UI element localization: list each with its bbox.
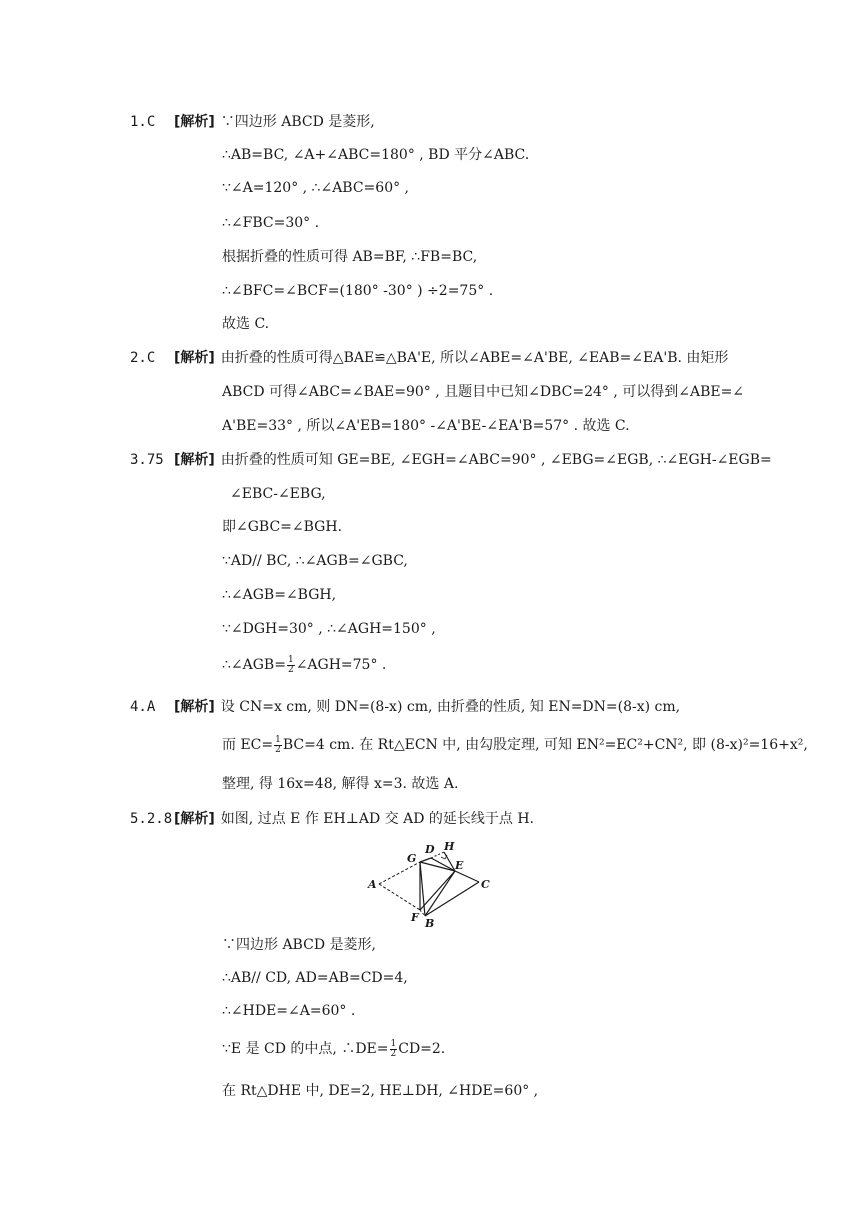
text-line: ∴AB=BC, ∠A+∠ABC=180° , BD 平分∠ABC. xyxy=(222,147,530,163)
text-line: ∵AD// BC, ∴∠AGB=∠GBC, xyxy=(222,553,408,569)
text-line-with-fraction xyxy=(222,655,386,675)
fraction-half xyxy=(390,1040,398,1059)
text-line: 设 CN=x cm, 则 DN=(8-x) cm, 由折叠的性质, 知 EN=DN=(8-x) cm, xyxy=(220,699,681,715)
analysis-tag: [解析] xyxy=(174,350,215,366)
segment-AG xyxy=(379,862,420,884)
analysis-tag: [解析] xyxy=(174,114,215,130)
segment-GE xyxy=(420,862,455,871)
text-line: ∴∠HDE=∠A=60° . xyxy=(222,1003,356,1019)
text-line: A'BE=33° , 所以∠A'EB=180° -∠A'BE-∠EA'B=57° . 故选 C. xyxy=(222,418,630,434)
item-number: 3.75 xyxy=(130,452,164,468)
rhombus-fold-figure xyxy=(365,838,495,930)
segment-CB xyxy=(425,882,479,916)
item-2-header xyxy=(130,348,728,368)
segment-AF xyxy=(379,884,420,910)
fraction-numerator: 1 xyxy=(390,1038,397,1049)
segment-GD xyxy=(420,858,431,862)
text-segment: ∵E 是 CD 的中点, ∴DE= xyxy=(222,1041,389,1057)
label-G: G xyxy=(407,852,417,865)
item-number: 4.A xyxy=(130,699,156,715)
label-H: H xyxy=(444,840,455,853)
text-line: ∴AB// CD, AD=AB=CD=4, xyxy=(222,970,408,986)
text-segment: 而 EC= xyxy=(222,737,274,753)
text-line: ∴∠BFC=∠BCF=(180° -30° ) ÷2=75° . xyxy=(222,283,494,299)
text-line: 根据折叠的性质可得 AB=BF, ∴FB=BC, xyxy=(222,249,478,265)
item-4-header xyxy=(130,697,680,717)
item-1-header xyxy=(130,112,375,132)
text-line: ∴∠FBC=30° . xyxy=(222,215,320,231)
fraction-denominator: 2 xyxy=(287,664,294,675)
text-line: ∵四边形 ABCD 是菱形, xyxy=(220,114,375,130)
label-C: C xyxy=(481,878,490,891)
segment-BE xyxy=(425,871,455,916)
analysis-tag: [解析] xyxy=(174,811,215,827)
label-F: F xyxy=(411,911,419,924)
label-A: A xyxy=(368,878,377,891)
text-segment: CD=2. xyxy=(398,1041,446,1057)
fraction-denominator: 2 xyxy=(275,744,281,755)
item-number: 2.C xyxy=(130,350,156,366)
segment-FE xyxy=(420,871,455,910)
text-line-with-fraction xyxy=(222,1039,445,1059)
item-number: 1.C xyxy=(130,114,156,130)
label-B: B xyxy=(425,917,435,930)
item-number: 5.2.8 xyxy=(130,811,173,827)
fraction-denominator: 2 xyxy=(390,1048,397,1059)
item-3-header xyxy=(130,450,772,470)
text-line: 故选 C. xyxy=(222,316,270,332)
text-segment: ∴∠AGB= xyxy=(222,657,286,673)
text-line-with-fraction xyxy=(222,735,808,755)
label-E: E xyxy=(455,859,464,872)
text-line: ∵∠DGH=30° , ∴∠AGH=150° , xyxy=(222,621,436,637)
fraction-half xyxy=(274,736,282,755)
analysis-tag: [解析] xyxy=(174,699,215,715)
label-D: D xyxy=(425,843,435,856)
text-line: 整理, 得 16x=48, 解得 x=3. 故选 A. xyxy=(222,776,459,792)
text-line: 由折叠的性质可得△BAE≌△BA'E, 所以∠ABE=∠A'BE, ∠EAB=∠EA'B. 由矩形 xyxy=(220,350,729,366)
text-line: ABCD 可得∠ABC=∠BAE=90° , 且题目中已知∠DBC=24° , 可以得到∠ABE=∠ xyxy=(222,384,745,400)
text-line: 在 Rt△DHE 中, DE=2, HE⊥DH, ∠HDE=60° , xyxy=(222,1083,539,1099)
text-line: ∵四边形 ABCD 是菱形, xyxy=(222,937,376,953)
item-5-header xyxy=(130,809,534,829)
text-segment: BC=4 cm. 在 Rt△ECN 中, 由勾股定理, 可知 EN²=EC²+CN², 即 (8-x)²=16+x², xyxy=(282,737,808,753)
text-line: ∴∠AGB=∠BGH, xyxy=(222,587,337,603)
text-segment: ∠AGH=75° . xyxy=(295,657,387,673)
fraction-numerator: 1 xyxy=(287,654,294,665)
text-line: 由折叠的性质可知 GE=BE, ∠EGH=∠ABC=90° , ∠EBG=∠EGB, ∴∠EGH-∠EGB= xyxy=(220,452,772,468)
analysis-tag: [解析] xyxy=(174,452,215,468)
text-line: 如图, 过点 E 作 EH⊥AD 交 AD 的延长线于点 H. xyxy=(220,811,534,827)
segment-EC xyxy=(455,871,479,882)
text-line: ∠EBC-∠EBG, xyxy=(230,486,326,502)
text-line: ∵∠A=120° , ∴∠ABC=60° , xyxy=(222,180,410,196)
text-line: 即∠GBC=∠BGH. xyxy=(222,519,343,535)
fraction-numerator: 1 xyxy=(275,734,281,745)
fraction-half xyxy=(287,656,295,675)
